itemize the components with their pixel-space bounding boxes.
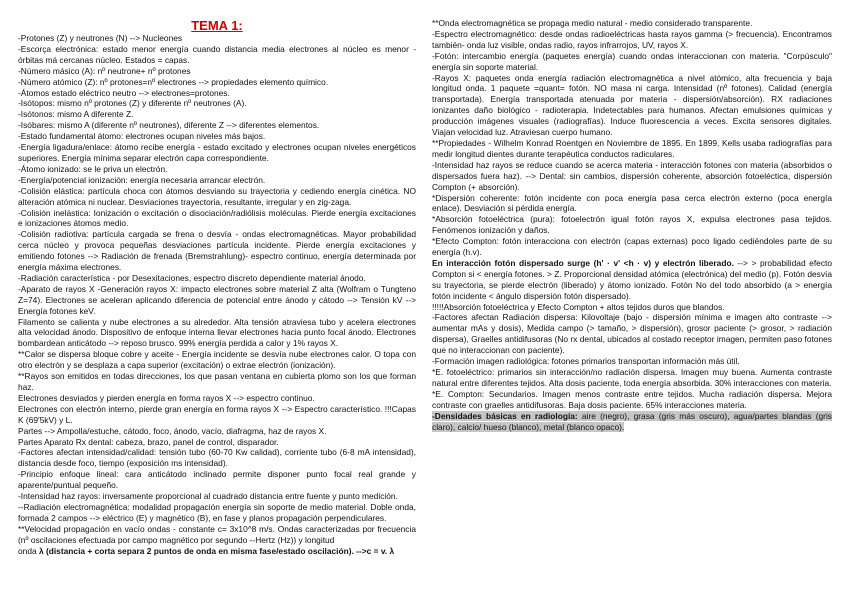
note-line: -Energía/potencial ionización: energía necesaria arrancar electrón. [18, 174, 266, 185]
note-bold-text: -Densidades básicas en radiología: [432, 410, 578, 421]
note-line: -Colisión inelástica: Ionización o excitación o disociación/radiólisis moléculas. Pierde energía excitaciones e ionizaciones átomos medio. [18, 207, 416, 229]
note-line: -Número másico (A): nº neutrone+ nº protones [18, 65, 191, 76]
note-line [18, 546, 416, 557]
note-line: --Radiación electromagnética: modalidad propagación energía sin soporte de medio material. Doble onda, formada 2 campos --> eléctrico (E) y magnético (B), en fase y planos propagación perpendiculares. [18, 501, 416, 523]
note-line: -Energía ligadura/enlace: átomo recibe energía - estado excitado y electrones ocupan niveles energéticos superiores. Energía mínima separar electrón capa correspondiente. [18, 142, 416, 163]
note-bold-text: λ (distancia + corta separa 2 puntos de onda en misma fase/estado oscilación). -->c = v. λ [38, 545, 395, 556]
note-line: !!!!!Absorción fotoeléctrica y Efecto Compton + altos tejidos duros que blandos. [432, 301, 725, 312]
note-line: *E. Compton: Secundarios. Imagen menos contraste entre tejidos. Mucha radiación dispersa. Mejora contraste con graelles antidifusoras. Baja dosis paciente. 65% interacciones materia. [432, 388, 832, 410]
note-line: -Isótopos: mismo nº protones (Z) y diferente nº neutrones (A). [18, 98, 247, 109]
note-bold-text: En interacción fotón dispersado surge (h' · v' <h · v) y electrón liberado. [432, 257, 734, 268]
note-line: -Radiación característica - por Desexitaciones, espectro discreto dependiente material ánodo. [18, 272, 366, 283]
note-text: --> > probabilidad efecto Compton si < energía fotones. > Z. Proporcional densidad atómica (electrónica) del medio (p). Fotón desvía su trayectoria, se pierde electrón (liberado) y átomo ionizado. Fotón No del todo absorbido (a > energía fotón incidente < ángulo dispersión fotón dispersado). [432, 257, 832, 301]
note-line: -Estado fundamental átomo: electrones ocupan niveles más bajos. [18, 131, 266, 142]
right-column [432, 0, 832, 432]
note-line: Filamento se calienta y nube electrones a su alrededor. Alta tensión atraviesa tubo y acelera electrones alta velocidad ánodo. Dispositivo de enfoque interna llevar electrones hacia punto focal ánodo. Electrones bombardean anticátodo --> reposo brusco. 99% energía perdida a calor y 1% rayos X. [18, 316, 416, 349]
note-line: -Intensidad haz rayos se reduce cuando se acerca materia - interacción fotones con materia (absorbidos o dispersados fuera haz). --> Dental: sin cambios, dispersión coherente, absorción fotoeléctica, dispersión Compton (+ absorción). [432, 159, 832, 192]
left-column [18, 0, 416, 557]
note-line: -Escorça electrónica: estado menor energía cuando distancia media electrones al núcleo es menor - órbitas má cercanas núcleo. Estados = capas. [18, 43, 416, 65]
note-line: -Principio enfoque lineal: cara anticátodo inclinado permite disponer punto focal real grande y aparente/puntual pequeño. [18, 469, 416, 491]
note-line: *Dispersión coherente: fotón incidente con poca energía pasa cerca electrón externo (poca energía enlace). Desviación si pérdida energía. [432, 192, 832, 214]
note-line: -Átomo ionizado: se le priva un electrón. [18, 163, 168, 174]
note-line: -Protones (Z) y neutrones (N) --> Nucleones [18, 33, 183, 43]
note-line: -Formación imagen radiológica: fotones primarios transportan información más útil. [432, 356, 740, 367]
page-title: TEMA 1: [191, 18, 243, 33]
note-line: Partes --> Ampolla/estuche, cátodo, foco, ánodo, vacío, diafragma, haz de rayos X. [18, 425, 327, 436]
note-line: *Efecto Compton: fotón interacciona con electrón (capas externas) poco ligado cediéndoles parte de su energía (h.v). [432, 236, 832, 258]
note-line: **Velocidad propagación en vacío ondas - constante c= 3x10^8 m/s. Ondas caracterizadas por frecuencia (nº oscilaciones efectuada por campo magnético por segundo --Hertz (Hz)) y longitud [18, 523, 416, 545]
note-line [432, 258, 832, 302]
note-line: Partes Aparato Rx dental: cabeza, brazo, panel de control, disparador. [18, 436, 279, 447]
left-notes [18, 33, 416, 546]
highlighted-text: aire (negro), grasa (gris más oscuro), agua/partes blandas (gris claro), calcio/ hueso (blanco), metal (blanco opaco). [432, 410, 832, 432]
note-line: Electrones con electrón interno, pierde gran energía en forma rayos X --> Espectro característico. !!!Capas K (69'5kV) y L. [18, 403, 416, 425]
note-text: onda [18, 545, 39, 556]
note-line: **Propiedades - Wilhelm Konrad Roentgen en Noviembre de 1895. En 1899, Kells usaba radiografías para medir longitud dientes durante terapéutica conductos radiculares. [432, 137, 832, 159]
note-line: *Absorción fotoeléctrica (pura): fotoelectrón igual fotón rayos X, expulsa electrones pasa tejidos. Fenómenos ionización y daños. [432, 214, 832, 236]
note-line: -Fotón: intercambio energía (paquetes energía) cuando ondas interaccionan con materia. "Corpúsculo" energía sin soporte material. [432, 50, 832, 72]
note-line: -Intensidad haz rayos: inversamente proporcional al cuadrado distancia entre fuente y punto medición. [18, 491, 398, 502]
note-line: -Número atómico (Z): nº protones=nº electrones --> propiedades elemento químico. [18, 76, 329, 87]
note-line: -Colisión elástica: partícula choca con átomos desviando su trayectoria y cediendo energía cinética. NO alteración atómica ni nuclear. Desviaciones trayectoria, resultante, irregular y en zig-zaga. [18, 185, 416, 207]
note-line: **Rayos son emitidos en todas direcciones, los que pasan ventana en cubierta plomo son los que forman haz. [18, 371, 416, 392]
note-line: -Átomos estado eléctrico neutro --> electrones=protones. [18, 87, 230, 98]
note-line: -Isóbares: mismo A (diferente nº neutrones), diferente Z --> diferentes elementos. [18, 120, 320, 131]
note-line: **Onda electromagnética se propaga medio natural - medio considerado transparente. [432, 18, 753, 28]
note-line: -Factores afectan intensidad/calidad: tensión tubo (60-70 Kw calidad), corriente tubo (6-8 mA intensidad), distancia desde foco, tiempo (exposición ms intensidad). [18, 447, 416, 469]
note-line: -Isótonos: mismo A diferente Z. [18, 109, 134, 120]
right-notes [432, 18, 832, 258]
note-line: Electrones desviados y pierden energía en forma rayos X --> espectro continuo. [18, 392, 315, 403]
note-line: *E. fotoeléctrico: primarios sin interacción/no radiación dispersa. Imagen muy buena. Aumenta contraste natural entre diferentes tejidos. Alta dosis paciente, toda energía absorbida. 30% interacciones con materia. [432, 367, 832, 388]
note-line: -Factores afectan Radiación dispersa: Kilovoltaje (bajo - dispersión mínima e imagen alto contraste --> aumentar mAs y dosis), Medida campo (> tamaño, > dispersión), grosor paciente (> grosor, > radiación dispersa), Graelles antidifusoras (No rx dental, ubicados al costado receptor imagen, permiten paso fotones que no interaccionan con paciente). [432, 312, 832, 356]
note-line: -Colisión radiotiva: partícula cargada se frena o desvía - ondas electromagnéticas. Mayor probabilidad cerca núcleo y provoca pequeñas desviaciones partícula incidente. Pierde energía excitaciones y emitiendo fotones --> Radiación de frenada (Bremstrahlung)- espectro continuo, energía determinada por energía máxima electrones. [18, 229, 416, 273]
note-line [432, 411, 832, 433]
right-notes-more [432, 302, 832, 411]
note-line: -Aparato de rayos X -Generación rayos X: impacto electrones sobre material Z alta (Wolfram o Tungteno Z=74). Electrones se aceleran aplicando diferencia de potencial entre ánodo y cátodo --> Tensión kV --> Energía fotones keV. [18, 283, 416, 316]
note-line: **Calor se dispersa bloque cobre y aceite - Energía incidente se desvía nube electrones calor. O topa con otro electrón y se desplaza a capa superior (excitación) o extrae electrón (ionización). [18, 349, 416, 371]
note-line: -Espectro electromagnético: desde ondas radioeléctricas hasta rayos gamma (> frecuencia). Encontramos también- onda luz visible, ondas radio, rayos infrarrojos, UV, rayos X. [432, 28, 832, 50]
note-line: -Rayos X: paquetes onda energía radiación electromagnética a nivel atómico, alta frecuencia y baja longitud onda. 1 paquete =quant= fotón. NO masa ni carga. Intensidad (nº fotones). Calidad (energía transportada). Energía transportada atenuada por materia - dispersión/absorción). RX radiaciones ionizantes daño biológico - radioterapia. Indetectables para humanos. Afectan emulsiones químicas y producción imágenes visuales (radiografías). Induce fluorescencia a veces. Excita sensores digitales. Viajan velocidad luz. Atraviesan cuerpo humano. [432, 72, 832, 138]
